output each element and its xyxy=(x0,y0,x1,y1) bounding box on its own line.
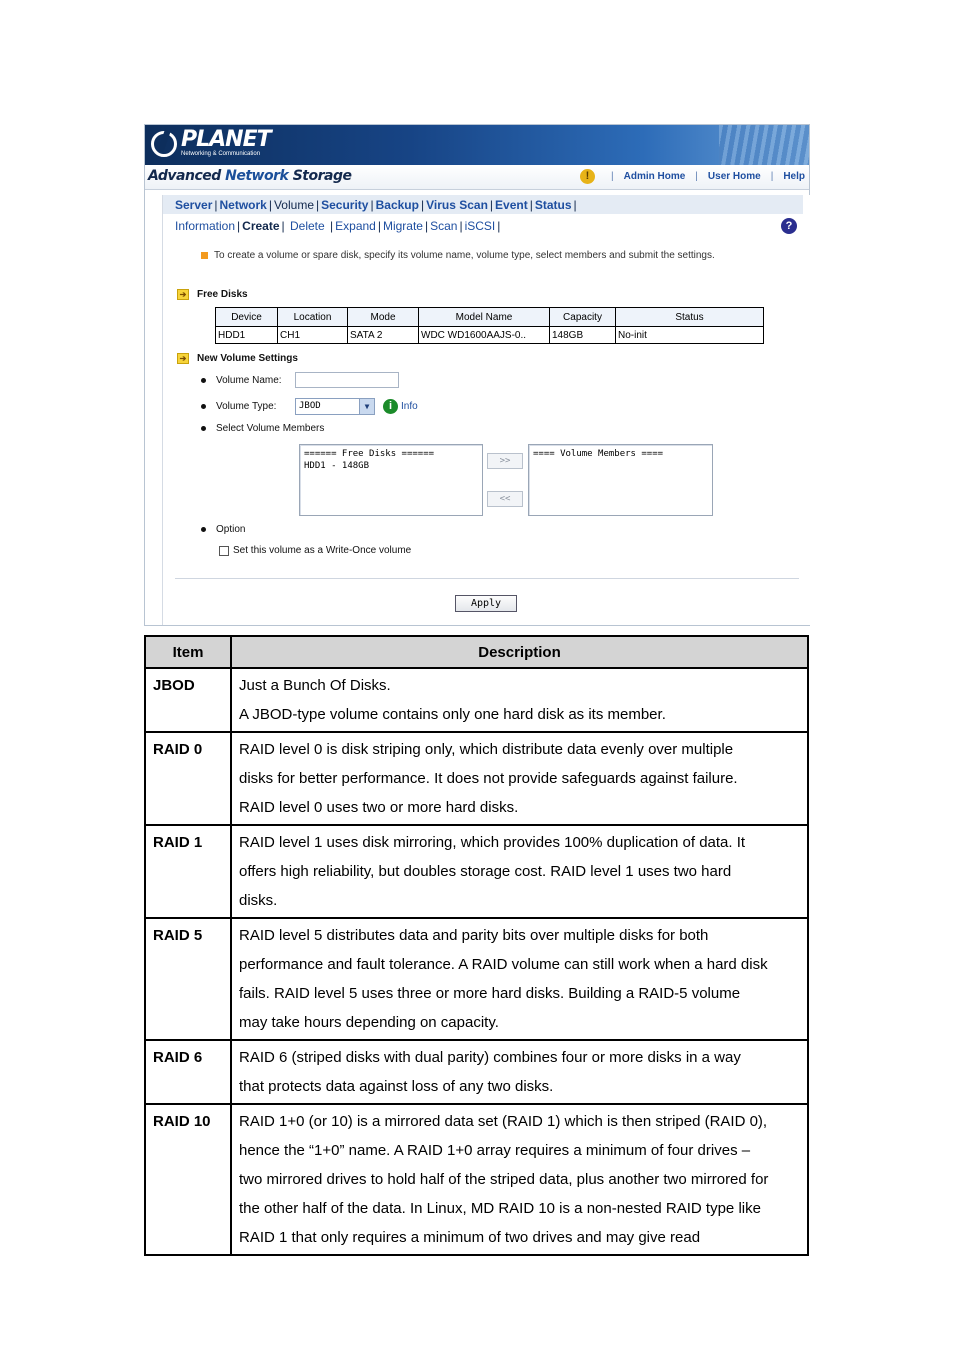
subtab-create[interactable]: Create xyxy=(242,219,280,233)
option-row xyxy=(201,524,245,535)
main-tabs: Server | Network | Volume | Security | Backup | Virus Scan | Event | Status | xyxy=(163,195,803,214)
help-link[interactable]: Help xyxy=(783,171,805,182)
tab-server[interactable]: Server xyxy=(175,197,213,212)
table-row xyxy=(145,918,808,1040)
cell-mode: SATA 2 xyxy=(348,327,419,344)
volume-name-row xyxy=(201,375,282,386)
col-location: Location xyxy=(278,308,348,327)
subtab-scan[interactable]: Scan xyxy=(430,219,458,233)
row-item: RAID 5 xyxy=(145,918,231,1040)
table-row xyxy=(145,1040,808,1104)
new-volume-heading: ➔ New Volume Settings xyxy=(177,353,298,364)
table-row[interactable] xyxy=(216,327,764,344)
volume-members-listbox[interactable]: ==== Volume Members ==== xyxy=(528,444,713,516)
col-status: Status xyxy=(616,308,764,327)
tab-network[interactable]: Network xyxy=(219,197,267,212)
free-disks-heading: ➔ Free Disks xyxy=(177,289,248,300)
write-once-checkbox[interactable] xyxy=(219,546,229,556)
instruction-note: To create a volume or spare disk, specify its volume name, volume type, select members and submit the settings. xyxy=(201,250,715,261)
row-description: Just a Bunch Of Disks. A JBOD-type volume contains only one hard disk as its member. xyxy=(231,668,808,732)
table-row xyxy=(145,668,808,732)
top-links: ! | Admin Home | User Home | Help xyxy=(580,169,805,184)
select-members-row xyxy=(201,423,324,434)
select-members-label: Select Volume Members xyxy=(216,423,325,434)
logo-mark-icon xyxy=(151,131,177,157)
row-item: JBOD xyxy=(145,668,231,732)
free-disks-table xyxy=(215,307,764,344)
bullet-square-icon xyxy=(201,252,208,259)
free-disks-listbox[interactable]: ====== Free Disks ====== HDD1 - 148GB xyxy=(299,444,483,516)
chevron-down-icon[interactable]: ▼ xyxy=(359,399,374,414)
info-link[interactable]: i Info xyxy=(383,399,418,414)
user-home-link[interactable]: User Home xyxy=(707,171,761,182)
cell-location: CH1 xyxy=(278,327,348,344)
table-header-row xyxy=(145,636,808,668)
tab-event[interactable]: Event xyxy=(495,197,528,212)
header-item: Item xyxy=(145,636,231,668)
logo-name: PLANET xyxy=(181,127,271,152)
product-bar xyxy=(145,165,809,190)
main-content xyxy=(162,195,811,625)
cell-status: No-init xyxy=(616,327,764,344)
sub-tabs: Information | Create | Delete | Expand | Migrate | Scan | iSCSI | ? xyxy=(163,216,803,236)
table-row xyxy=(145,825,808,918)
write-once-label: Set this volume as a Write-Once volume xyxy=(233,545,412,556)
cell-device: HDD1 xyxy=(216,327,278,344)
col-model-name: Model Name xyxy=(419,308,550,327)
subtab-information[interactable]: Information xyxy=(175,219,236,233)
arrow-right-icon: ➔ xyxy=(177,289,189,300)
table-row xyxy=(145,1104,808,1255)
subtab-migrate[interactable]: Migrate xyxy=(382,219,423,233)
col-device: Device xyxy=(216,308,278,327)
subtab-iscsi[interactable]: iSCSI xyxy=(464,219,496,233)
row-item: RAID 0 xyxy=(145,732,231,825)
volume-type-select[interactable]: JBOD ▼ xyxy=(295,398,375,415)
volume-type-label: Volume Type: xyxy=(216,401,277,412)
row-item: RAID 1 xyxy=(145,825,231,918)
option-label: Option xyxy=(216,524,246,535)
product-title: Advanced Network Storage xyxy=(148,168,352,184)
divider xyxy=(175,578,799,579)
subtab-delete[interactable]: Delete xyxy=(289,219,325,233)
info-icon: i xyxy=(383,399,398,414)
tab-virus-scan[interactable]: Virus Scan xyxy=(426,197,488,212)
subtab-expand[interactable]: Expand xyxy=(335,219,376,233)
header-description: Description xyxy=(231,636,808,668)
tab-backup[interactable]: Backup xyxy=(375,197,419,212)
row-description: RAID 6 (striped disks with dual parity) combines four or more disks in a way that protects data against loss of any two disks. xyxy=(231,1040,808,1104)
col-mode: Mode xyxy=(348,308,419,327)
building-image xyxy=(719,125,809,165)
tab-status[interactable]: Status xyxy=(534,197,572,212)
planet-logo xyxy=(151,129,271,158)
volume-name-label: Volume Name: xyxy=(216,375,282,386)
row-description: RAID level 5 distributes data and parity bits over multiple disks for both performance and fault tolerance. A RAID volume can still work when a hard disk fails. RAID level 5 uses three or more hard disks. Building a RAID-5 volume may take hours depending on capacity. xyxy=(231,918,808,1040)
row-description: RAID level 0 is disk striping only, which distribute data evenly over multiple disks for better performance. It does not provide safeguards against failure. RAID level 0 uses two or more hard disks. xyxy=(231,732,808,825)
logo-subtitle: Networking & Communication xyxy=(181,151,261,157)
cell-capacity: 148GB xyxy=(550,327,616,344)
write-once-row xyxy=(219,545,411,556)
apply-button[interactable]: Apply xyxy=(455,595,517,612)
row-item: RAID 6 xyxy=(145,1040,231,1104)
arrow-right-icon: ➔ xyxy=(177,353,189,364)
tab-security[interactable]: Security xyxy=(321,197,369,212)
volume-name-input[interactable] xyxy=(295,372,399,388)
header-banner xyxy=(145,125,809,165)
remove-member-button[interactable]: << xyxy=(487,491,523,507)
row-item: RAID 10 xyxy=(145,1104,231,1255)
row-description: RAID 1+0 (or 10) is a mirrored data set (RAID 1) which is then striped (RAID 0), hence the “1+0” name. A RAID 1+0 array requires a minimum of four drives – two mirrored drives to hold half of the striped data, plus another two mirrored for the other half of the data. In Linux, MD RAID 10 is a non-nested RAID type like RAID 1 that only requires a minimum of two drives and may give read xyxy=(231,1104,808,1255)
add-member-button[interactable]: >> xyxy=(487,453,523,469)
row-description: RAID level 1 uses disk mirroring, which provides 100% duplication of data. It offers high reliability, but doubles storage cost. RAID level 1 uses two hard disks. xyxy=(231,825,808,918)
cell-model-name: WDC WD1600AAJS-0.. xyxy=(419,327,550,344)
table-header-row xyxy=(216,308,764,327)
nas-screenshot xyxy=(144,124,810,626)
table-row xyxy=(145,732,808,825)
tab-volume[interactable]: Volume xyxy=(273,197,314,212)
help-icon[interactable]: ? xyxy=(781,218,797,234)
warning-icon[interactable]: ! xyxy=(580,169,595,184)
col-capacity: Capacity xyxy=(550,308,616,327)
raid-description-table xyxy=(144,635,809,1256)
admin-home-link[interactable]: Admin Home xyxy=(623,171,686,182)
volume-type-row xyxy=(201,401,276,412)
